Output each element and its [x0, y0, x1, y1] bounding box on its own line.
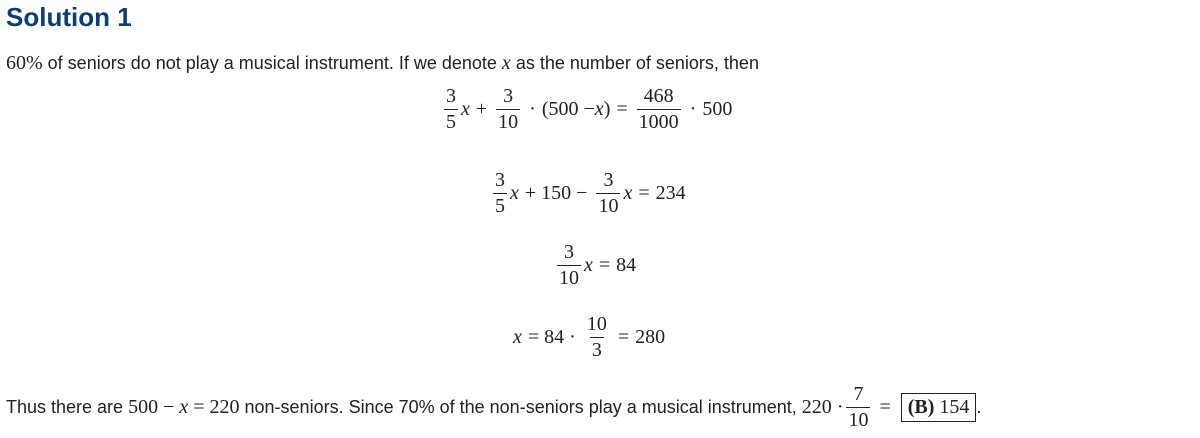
- eq2-x2: x: [623, 182, 633, 204]
- solution-title: Solution 1: [6, 2, 132, 32]
- conclusion-var: x: [179, 396, 189, 418]
- intro-paragraph: [6, 52, 759, 75]
- eq1-frac3-num: 468: [643, 85, 674, 107]
- conclusion-frac-den: 10: [848, 409, 869, 431]
- conclusion-paragraph: [6, 384, 981, 431]
- eq3-frac1-den: 10: [559, 267, 579, 289]
- eq3-equals: =: [598, 254, 611, 276]
- eq1-dot2: ·: [689, 98, 697, 120]
- eq1-rhs: 500: [702, 98, 733, 120]
- eq1-x1: x: [461, 98, 470, 120]
- eq2-frac-3-5: [493, 170, 507, 217]
- equation-1: [441, 86, 732, 133]
- conclusion-period: .: [976, 397, 982, 417]
- conclusion-expr-b: = 220: [188, 396, 240, 418]
- eq2-x1: x: [510, 182, 519, 204]
- eq1-frac-468-1000: [637, 86, 681, 133]
- eq2-frac1-den: 5: [495, 195, 505, 217]
- eq4-frac1-num: 10: [586, 313, 607, 335]
- eq1-paren-close: ): [603, 98, 611, 120]
- eq1-frac-3-10: [496, 86, 520, 133]
- eq4-frac-10-3: [585, 314, 609, 361]
- intro-percent: 60%: [6, 52, 43, 74]
- eq4-equals: =: [617, 326, 630, 348]
- intro-text-b: as the number of seniors, then: [510, 53, 759, 73]
- answer-box: [901, 393, 977, 422]
- conclusion-equals: =: [879, 396, 891, 418]
- eq1-plus: +: [475, 98, 488, 120]
- intro-text-a: of seniors do not play a musical instrument. If we denote: [42, 53, 502, 73]
- eq4-lhs-mid: = 84 ·: [527, 326, 576, 348]
- answer-label: (B): [907, 396, 935, 418]
- conclusion-frac-num: 7: [853, 383, 864, 405]
- eq2-frac2-den: 10: [598, 195, 619, 217]
- eq3-frac-3-10: [557, 242, 581, 289]
- eq2-frac-3-10: [596, 170, 620, 217]
- equation-4: [513, 314, 665, 361]
- equation-2: [490, 170, 686, 217]
- eq4-frac1-den: 3: [591, 339, 602, 361]
- answer-value: 154: [939, 396, 970, 418]
- eq2-rhs: 234: [655, 182, 686, 204]
- eq1-x2: x: [594, 98, 604, 120]
- eq1-frac1-den: 5: [446, 111, 456, 133]
- eq3-x1: x: [584, 254, 593, 276]
- eq4-x1: x: [513, 326, 522, 348]
- eq2-equals: =: [638, 182, 650, 204]
- eq1-frac2-num: 3: [503, 85, 514, 107]
- eq1-frac3-den: 1000: [638, 111, 679, 133]
- eq1-equals: =: [616, 98, 628, 120]
- eq1-dot1: ·: [529, 98, 536, 120]
- eq3-frac1-num: 3: [564, 241, 574, 263]
- eq4-rhs: 280: [635, 326, 666, 348]
- eq2-mid: + 150 −: [524, 182, 588, 204]
- conclusion-text-a: Thus there are: [6, 397, 129, 417]
- eq1-frac2-den: 10: [498, 111, 519, 133]
- eq3-rhs: 84: [616, 254, 637, 276]
- eq1-paren: (500 −: [541, 98, 595, 120]
- conclusion-expr-c: 220 ·: [801, 396, 844, 418]
- eq1-frac-3-5: [444, 86, 458, 133]
- conclusion-frac-7-10: [846, 384, 870, 431]
- eq2-frac2-num: 3: [603, 169, 614, 191]
- conclusion-text-b: non-seniors. Since 70% of the non-seniors play a musical instrument,: [239, 397, 802, 417]
- conclusion-expr-a: 500 −: [128, 396, 180, 418]
- eq2-frac1-num: 3: [495, 169, 505, 191]
- intro-var: x: [501, 52, 511, 74]
- equation-3: [554, 242, 636, 289]
- eq1-frac1-num: 3: [446, 85, 456, 107]
